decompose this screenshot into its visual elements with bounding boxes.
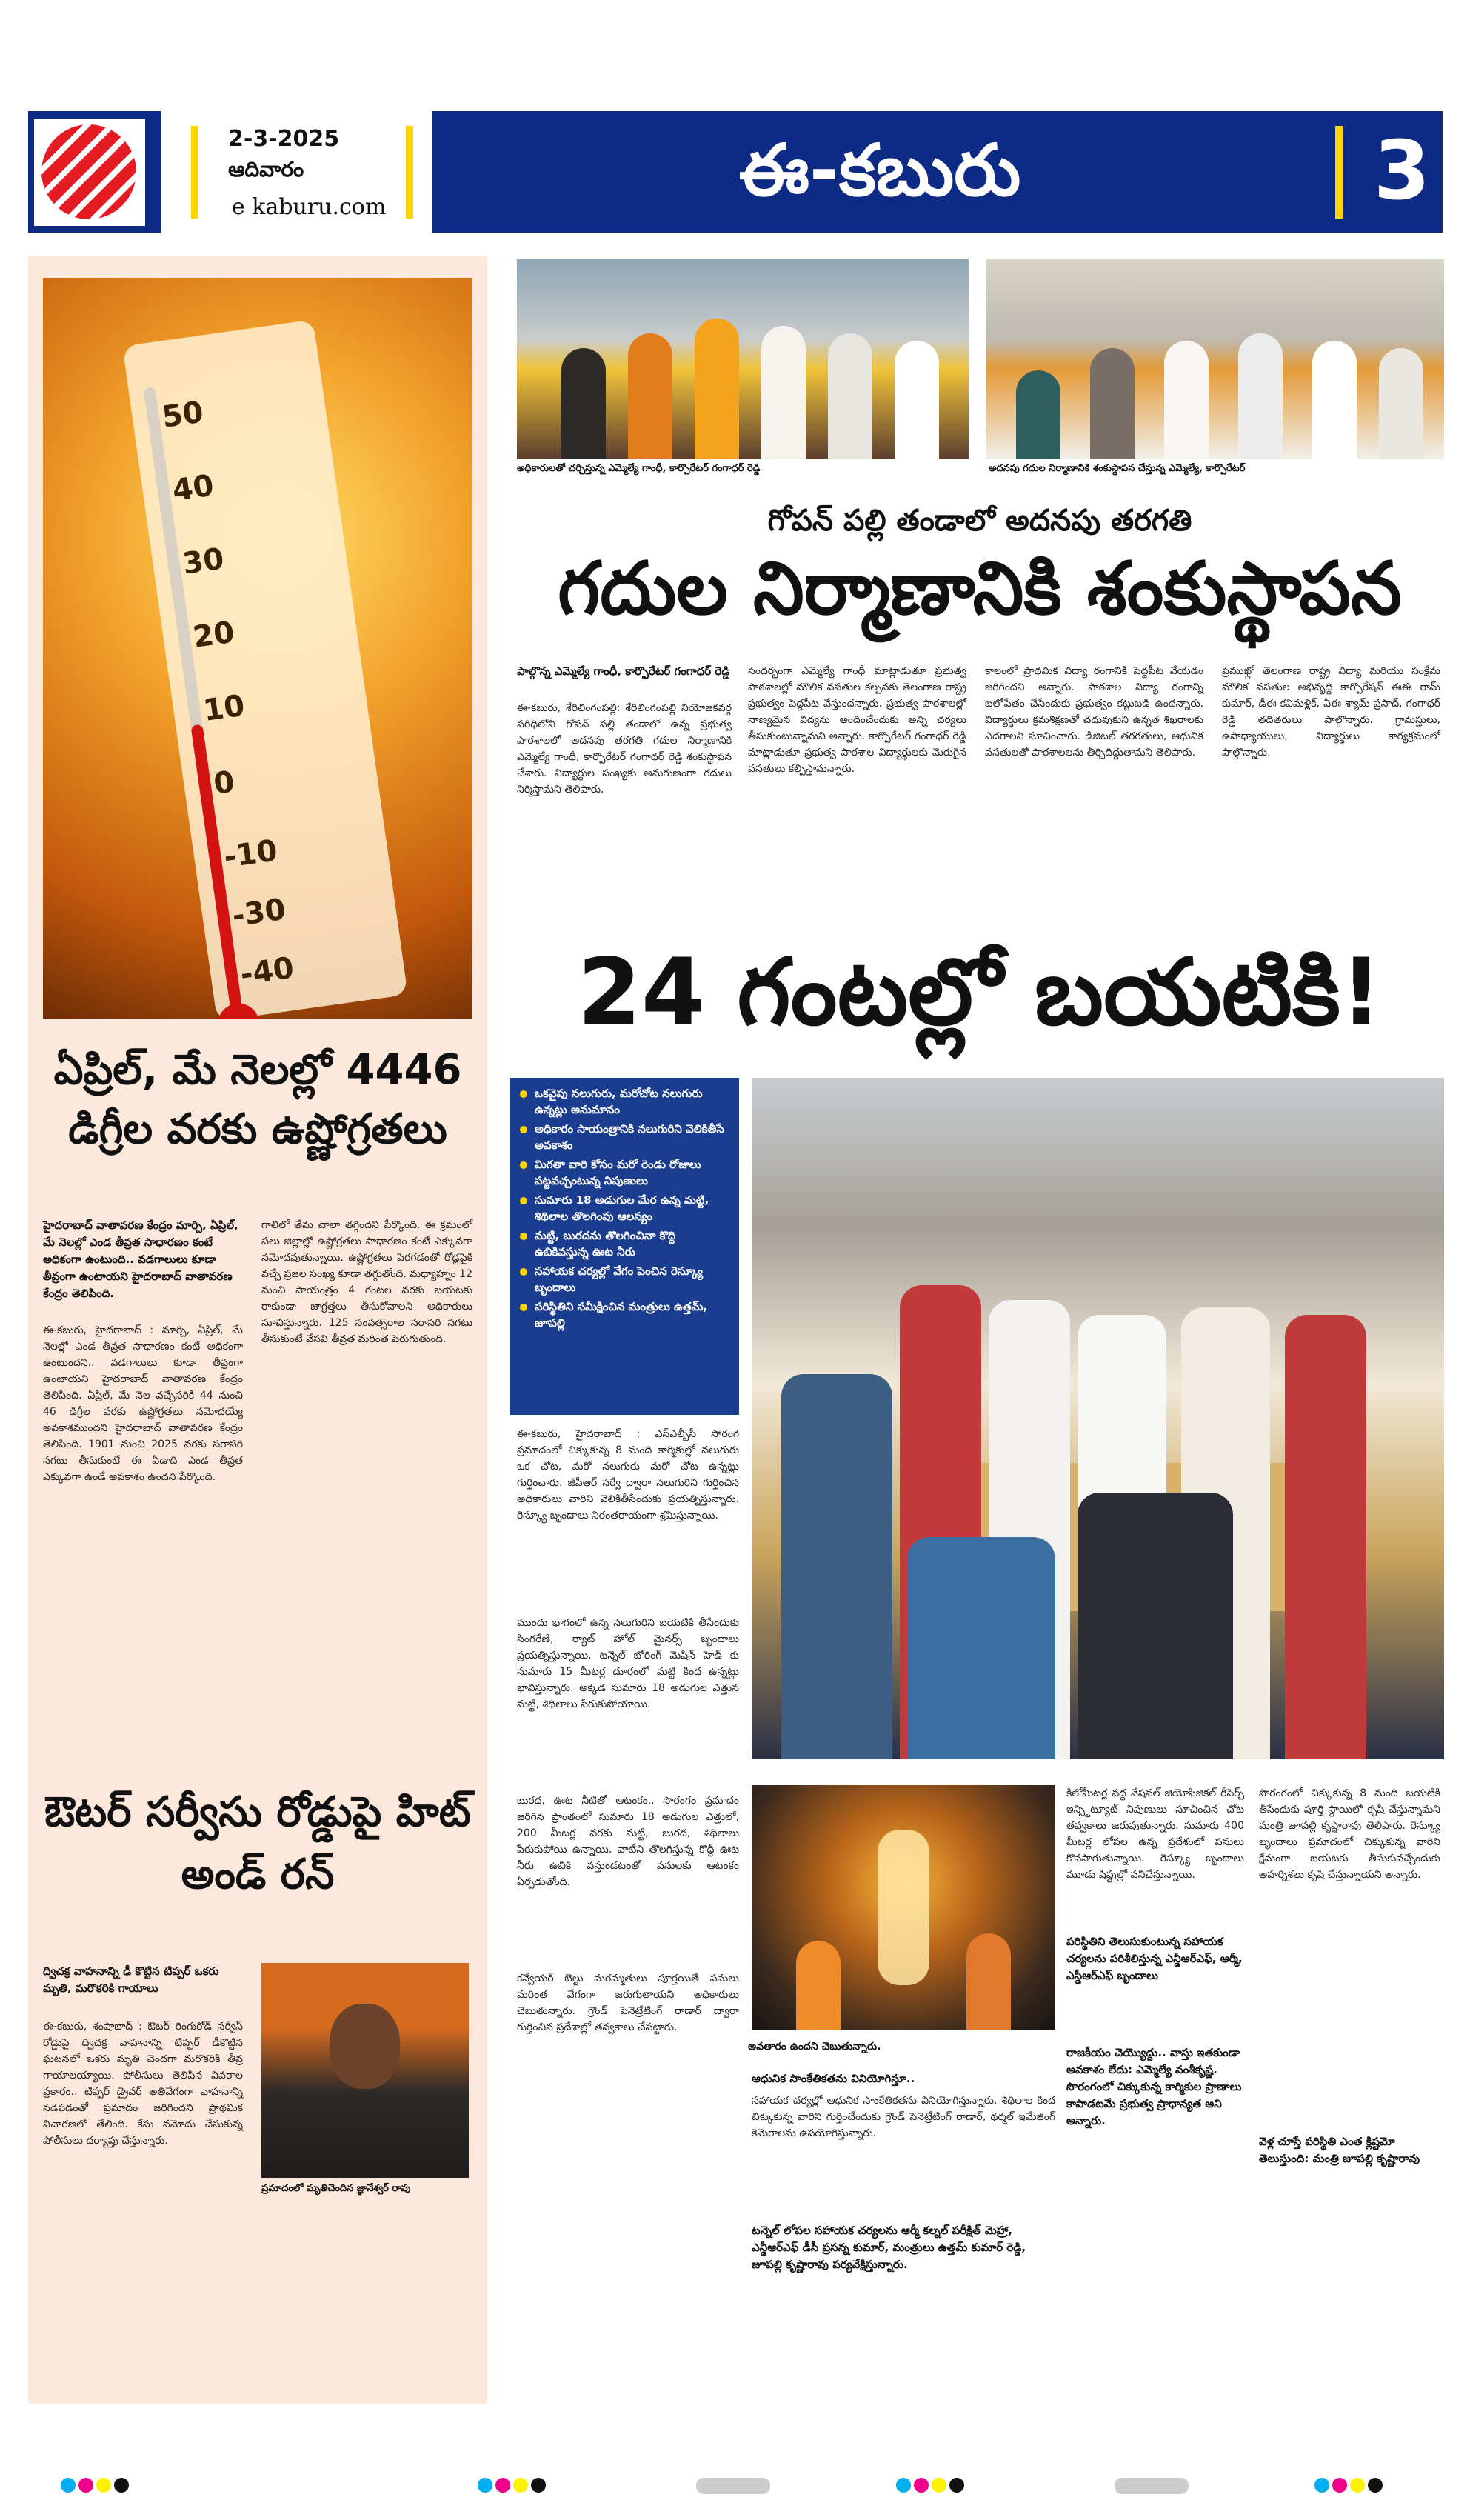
- person: [828, 333, 872, 459]
- left-column: [28, 256, 487, 2404]
- school-col2: సందర్భంగా ఎమ్మెల్యే గాంధీ మాట్లాడుతూ ప్రభుత్వ పాఠశాలల్లో మౌలిక వసతుల కల్పనకు తెలంగాణ రాష్ట్ర ప్రభుత్వం పెద్దపీట వేస్తుందన్నారు. ప్రభుత్వ పాఠశాలల్లో నాణ్యమైన విద్యను అందించేందుకు అన్ని చర్యలు తీసుకుంటున్నామని అన్నారు. కార్పొరేటర్ గంగాధర్ రెడ్డి మాట్లాడుతూ ప్రభుత్వ పాఠశాల విద్యార్థులకు మెరుగైన వసతులు కల్పిస్తామన్నారు.: [748, 665, 966, 775]
- school-col4: ప్రముఖ్లో తెలంగాణ రాష్ట్ర విద్యా మరియు సంక్షేమ మౌలిక వసతుల అభివృద్ధి కార్పొరేషన్ ఈఈ రామ్ కుమార్, డీఈ కవిమళ్లిక్, ఏఈ శ్యామ్ ప్రసాద్, గంగాధర్ రెడ్డి తదితరులు పాల్గొన్నారు. గ్రామస్తులు, ఉపాధ్యాయులు, విద్యార్థులు కార్యక్రమంలో పాల్గొన్నారు.: [1222, 665, 1440, 759]
- registration-mark: [531, 2478, 546, 2493]
- issue-date: 2-3-2025: [228, 126, 340, 152]
- person: [628, 333, 672, 459]
- tunnel-subhead: వెళ్ల చూస్తే పరిస్థితి ఎంత క్లిష్టమో తెలుస్తుంది: మంత్రి జూపల్లి కృష్ణారావు: [1259, 2135, 1420, 2165]
- tunnel-subhead: ఆధునిక సాంకేతికతను వినియోగిస్తూ..: [752, 2072, 915, 2085]
- tunnel-highlights: [510, 1078, 739, 1415]
- tunnel-body-a: ముందు భాగంలో ఉన్న నలుగురిని బయటికి తీసేందుకు సింగరేణి, ర్యాట్ హోల్ మైనర్స్ బృందాలు ప్రయత్నిస్తున్నాయి. టన్నెల్ బోరింగ్ మెషిన్ హెడ్ కు సుమారు 15 మీటర్ల దూరంలో మట్టి కింద ఉన్నట్లు భావిస్తున్నారు. అక్కడ సుమారు 18 అడుగుల ఎత్తున మట్టి, శిథిలాలు పేరుకుపోయాయి.: [517, 1617, 739, 1710]
- person: [1164, 341, 1209, 459]
- victim-photo: [261, 1963, 469, 2178]
- masthead: [28, 111, 1443, 233]
- school-photo-left: [517, 259, 969, 459]
- tunnel-subhead: రాజకీయం చెయ్యొద్దు.. వాస్తు ఇతకుండా అవకాశం లేదు: ఎమ్మెల్యే వంశీకృష్ణ. సొరంగంలో చిక్కుకున్న కార్మికుల ప్రాణాలు కాపాడటమే ప్రభుత్వ ప్రాధాన్యత అని అన్నారు.: [1066, 2046, 1242, 2127]
- issue-day: ఆదివారం: [228, 157, 304, 181]
- page-number: 3: [1373, 123, 1431, 218]
- person: [895, 341, 939, 459]
- tunnel-col-right2: సొరంగంలో చిక్కుకున్న 8 మంది బయటికి తీసేందుకు పూర్తి స్థాయిలో కృషి చేస్తున్నామని మంత్రి జూపల్లి కృష్ణారావు తెలిపారు. రెస్క్యూ బృందాలు ప్రమాదంలో చిక్కుకున్న వారిని క్షేమంగా బయటకు తీసుకువచ్చేందుకు అహర్నిశలు కృషి చేస్తున్నాయని అన్నారు.: [1259, 1787, 1440, 1881]
- scale-tick: 20: [190, 615, 237, 655]
- registration-mark: [96, 2478, 111, 2493]
- school-photo-right: [986, 259, 1444, 459]
- tunnel-photo-caption: అవతారం ఉందని చెబుతున్నారు.: [748, 2041, 881, 2053]
- hit-headline: ఔటర్ సర్వీసు రోడ్డుపై హిట్ అండ్ రన్: [44, 1788, 471, 1899]
- registration-mark: [78, 2478, 93, 2493]
- highlight-item: మిగతా వారి కోసం మరో రెండు రోజులు పట్టవచ్చంటున్న నిపుణులు: [520, 1156, 729, 1189]
- registration-bar: [1115, 2478, 1189, 2494]
- divider: [191, 126, 198, 219]
- highlight-item: సహాయక చర్యల్లో వేగం పెంచిన రెస్క్యూ బృందాలు: [520, 1263, 729, 1296]
- hit-deck: ద్విచక్ర వాహనాన్ని ఢీ కొట్టిన టిప్పర్ ఒకరు మృతి, మరొకరికి గాయాలు: [43, 1964, 219, 1995]
- highlight-item: పరిస్థితిని సమీక్షించిన మంత్రులు ఉత్తమ్, జూపల్లి: [520, 1299, 729, 1331]
- scale-tick: -10: [221, 833, 280, 875]
- thermometer-icon: [122, 319, 408, 1019]
- person: [1238, 333, 1283, 459]
- tunnel-subhead: పరిస్థితిని తెలుసుకుంటున్న సహాయక చర్యలను పరిశీలిస్తున్న ఎన్డీఆర్ఎఫ్, ఆర్మీ, ఎస్డీఆర్ఎఫ్ బృందాలు: [1066, 1935, 1243, 1982]
- tunnel-headline: 24 గంటల్లో బయటికి!: [577, 939, 1383, 1046]
- newspaper-name: ఈ-కబురు: [738, 129, 1021, 212]
- registration-mark: [949, 2478, 964, 2493]
- scale-tick: -40: [238, 950, 296, 993]
- person: [781, 1374, 892, 1759]
- person: [1312, 341, 1357, 459]
- registration-mark: [1314, 2478, 1329, 2493]
- school-col1: ఈ-కబురు, శేరిలింగంపల్లి: శేరిలింగంపల్లి నియోజకవర్గ పరిధిలోని గోపన్ పల్లి తండాలో ఉన్న ప్రభుత్వ పాఠశాలలో అదనపు తరగతి గదుల నిర్మాణానికి ఎమ్మెల్యే గాంధీ, కార్పొరేటర్ గంగాధర్ రెడ్డి శంకుస్థాపన చేశారు. విద్యార్థుల సంఖ్యకు అనుగుణంగా గదులు నిర్మిస్తామని తెలిపారు.: [517, 702, 732, 796]
- heat-deck: హైదరాబాద్ వాతావరణ కేంద్రం మార్చి, ఏప్రిల్, మే నెలల్లో ఎండ తీవ్రత సాధారణం కంటే అధికంగా ఉంటుంది.. వడగాలులు కూడా తీవ్రంగా ఉంటాయని హైదరాబాద్ వాతావరణ కేంద్రం తెలిపింది.: [43, 1219, 238, 1300]
- school-headline: గదుల నిర్మాణానికి శంకుస్థాపన: [558, 547, 1402, 631]
- scale-tick: 30: [180, 541, 227, 581]
- logo-mark: [41, 124, 136, 219]
- tunnel-body-d: సహాయక చర్యల్లో ఆధునిక సాంకేతికతను వినియోగిస్తున్నారు. శిథిలాల కింద చిక్కుకున్న వారిని గుర్తించేందుకు గ్రౌండ్ పెనెట్రేటింగ్ రాడార్, థర్మల్ ఇమేజింగ్ కెమెరాలను ఉపయోగిస్తున్నారు.: [752, 2095, 1055, 2139]
- highlight-item: మట్టి, బురదను తొలగించినా కొద్ది ఉబికివస్తున్న ఊట నీరు: [520, 1227, 729, 1260]
- registration-mark: [61, 2478, 76, 2493]
- thermometer-bulb: [216, 1001, 262, 1019]
- website: e kaburu.com: [232, 194, 387, 220]
- tunnel-rescue-photo: [752, 1785, 1055, 2030]
- scale-tick: 50: [159, 395, 206, 435]
- highlight-item: అధికారం సాయంత్రానికి నలుగురిని వెలికితీసే అవకాశం: [520, 1121, 729, 1153]
- registration-mark: [914, 2478, 929, 2493]
- scale-tick: 0: [211, 764, 237, 801]
- tunnel-body-c: కన్వేయర్ బెల్టు మరమ్మతులు పూర్తయితే పనులు మరింత వేగంగా జరుగుతాయని అధికారులు చెబుతున్నారు. గ్రౌండ్ పెనెట్రేటింగ్ రాడార్ ద్వారా గుర్తించిన ప్రదేశాల్లో తవ్వకాలు చేపట్టారు.: [517, 1973, 739, 2033]
- person: [695, 319, 739, 459]
- divider: [406, 126, 413, 219]
- face: [330, 2004, 400, 2089]
- registration-mark: [495, 2478, 510, 2493]
- registration-mark: [1368, 2478, 1383, 2493]
- person: [1285, 1315, 1366, 1759]
- rescue-worker: [966, 1933, 1011, 2030]
- registration-mark: [114, 2478, 129, 2493]
- tunnel-intro: ఈ-కబురు, హైదరాబాద్ : ఎస్ఎల్బీసీ సొరంగ ప్రమాదంలో చిక్కుకున్న 8 మంది కార్మికుల్లో నలుగురు ఒక చోట, మరో నలుగురు మరో చోట ఉన్నట్లు గుర్తించారు. జీపీఆర్ సర్వే ద్వారా నలుగురిని గుర్తించిన అధికారులు వారిని వెలికితీసేందుకు ప్రయత్నిస్తున్నారు. రెస్క్యూ బృందాలు నిరంతరాయంగా శ్రమిస్తున్నాయి.: [517, 1428, 739, 1521]
- school-caption-right: అదనపు గదుల నిర్మాణానికి శంకుస్థాపన చేస్తున్న ఎమ్మెల్యే, కార్పొరేటర్: [989, 463, 1246, 474]
- tunnel-light: [878, 1830, 929, 1985]
- heat-body-col2: గాలిలో తేమ చాలా తగ్గిందని పేర్కొంది. ఈ క్రమంలో పలు జిల్లాల్లో ఉష్ణోగ్రతలు సాధారణం కంటే ఎక్కువగా నమోదవుతున్నాయి. ఉష్ణోగ్రతలు పెరగడంతో రోడ్లపైకి వచ్చే ప్రజల సంఖ్య కూడా తగ్గుతోంది. మధ్యాహ్నం 12 నుంచి సాయంత్రం 4 గంటల వరకు బయటకు రాకుండా జాగ్రత్తలు తీసుకోవాలని అధికారులు సూచిస్తున్నారు. 125 సంవత్సరాల సరాసరి సగటు తీసుకుంటే వేసవి తీవ్రత మరింత పెరుగుతుంది.: [261, 1219, 472, 1345]
- highlight-item: సుమారు 18 అడుగుల మేర ఉన్న మట్టి, శిథిలాల తొలగింపు ఆలస్యం: [520, 1192, 729, 1224]
- hit-body: ఈ-కబురు, శంషాబాద్ : ఔటర్ రింగురోడ్ సర్వీస్ రోడ్డుపై ద్విచక్ర వాహనాన్ని టిప్పర్ ఢీకొట్టిన ఘటనలో ఒకరు మృతి చెందగా మరొకరికి తీవ్ర గాయాలయ్యాయి. పోలీసులు తెలిపిన వివరాల ప్రకారం.. టిప్పర్ డ్రైవర్ అతివేగంగా వాహనాన్ని నడపడంతో ప్రమాదం జరిగిందని ప్రాథమిక విచారణలో తేలింది. కేసు నమోదు చేసుకున్న పోలీసులు దర్యాప్తు చేస్తున్నారు.: [43, 2021, 243, 2147]
- heat-body-col1: ఈ-కబురు, హైదరాబాద్ : మార్చి, ఏప్రిల్, మే నెలల్లో ఎండ తీవ్రత సాధారణం కంటే అధికంగా ఉంటుందని.. వడగాలులు కూడా తీవ్రంగా ఉంటాయని హైదరాబాద్ వాతావరణ కేంద్రం తెలిపింది. ఏప్రిల్, మే నెల వచ్చేసరికి 44 నుంచి 46 డిగ్రీల వరకు ఉష్ణోగ్రతలు నమోదయ్యే అవకాశముందని హైదరాబాద్ వాతావరణ కేంద్రం తెలిపింది. 1901 నుంచి 2025 వరకు సరాసరి సగటు తీసుకుంటే ఈ ఏడాది ఎండ తీవ్రత ఎక్కువగా ఉండే అవకాశం ఉందని పేర్కొంది.: [43, 1324, 243, 1483]
- tunnel-body-b: బురద, ఊట నీటితో ఆటంకం.. సొరంగం ప్రమాదం జరిగిన ప్రాంతంలో సుమారు 18 అడుగుల ఎత్తులో, 200 మీటర్ల వరకు మట్టి, బురద, శిథిలాలు పేరుకుపోయి ఉన్నాయి. వాటిని తొలగిస్తున్న కొద్దీ ఊట నీరు ఉబికి వస్తుండటంతో పనులకు ఆటంకం ఏర్పడుతోంది.: [517, 1795, 739, 1888]
- person: [1078, 1493, 1233, 1759]
- rescue-worker: [796, 1941, 841, 2030]
- registration-mark: [1332, 2478, 1347, 2493]
- registration-mark: [1350, 2478, 1365, 2493]
- heat-photo: [43, 278, 472, 1019]
- school-byline: పాల్గొన్న ఎమ్మెల్యే గాంధీ, కార్పొరేటర్ గంగాధర్ రెడ్డి: [517, 664, 730, 678]
- person: [1379, 348, 1423, 459]
- person: [561, 348, 606, 459]
- scale-tick: 10: [201, 688, 247, 728]
- registration-mark: [932, 2478, 946, 2493]
- person: [907, 1537, 1055, 1759]
- highlight-item: ఒకవైపు నలుగురు, మరోచోట నలుగురు ఉన్నట్లు అనుమానం: [520, 1085, 729, 1118]
- victim-caption: ప్రమాదంలో మృతిచెందిన జ్ఞానేశ్వర్ రావు: [261, 2183, 411, 2194]
- divider: [1335, 126, 1343, 219]
- heat-headline: ఏప్రిల్, మే నెలల్లో 4446 డిగ్రీల వరకు ఉష్ణోగ్రతలు: [53, 1046, 462, 1153]
- person: [1016, 370, 1060, 459]
- tunnel-col-right: కిలోమీటర్ల వద్ద నేషనల్ జియోఫిజికల్ రీసెర్చ్ ఇన్స్టిట్యూట్ నిపుణులు సూచించిన చోట తవ్వకాలు జరుపుతున్నారు. సుమారు 400 మీటర్ల లోపల ఉన్న ప్రదేశంలో పనులు కొనసాగుతున్నాయి. రెస్క్యూ బృందాలు మూడు షిఫ్టుల్లో పనిచేస్తున్నాయి.: [1066, 1787, 1244, 1881]
- registration-mark: [478, 2478, 492, 2493]
- logo: [34, 119, 145, 226]
- school-caption-left: అధికారులతో చర్చిస్తున్న ఎమ్మెల్యే గాంధీ, కార్పొరేటర్ గంగాధర్ రెడ్డి: [517, 463, 761, 474]
- tunnel-subhead: టన్నెల్ లోపల సహాయక చర్యలను ఆర్మీ కల్నల్ పరీక్షిత్ మెహ్రా, ఎన్డీఆర్ఎఫ్ డీసీ ప్రసన్న కుమార్, మంత్రులు ఉత్తమ్ కుమార్ రెడ్డి, జూపల్లి కృష్ణారావు పర్యవేక్షిస్తున్నారు.: [752, 2224, 1026, 2271]
- person: [761, 326, 806, 459]
- person: [1090, 348, 1135, 459]
- registration-mark: [513, 2478, 528, 2493]
- scale-tick: -30: [230, 892, 288, 934]
- scale-tick: 40: [170, 468, 216, 508]
- school-kicker: గోపన్ పల్లి తండాలో అదనపు తరగతి: [767, 504, 1192, 538]
- date-box: [161, 111, 432, 233]
- school-col3: కాలంలో ప్రాథమిక విద్యా రంగానికి పెద్దపీట వేయడం జరిగిందని అన్నారు. పాఠశాల విద్యా రంగాన్ని బలోపేతం చేసేందుకు ప్రభుత్వం కట్టుబడి ఉందన్నారు. విద్యార్థులు క్రమశిక్షణతో చదువుకుని ఉన్నత శిఖరాలకు ఎదగాలని సూచించారు. డిజిటల్ తరగతులు, ఆధునిక వసతులతో పాఠశాలలను తీర్చిదిద్దుతామని తెలిపారు.: [985, 665, 1203, 759]
- registration-mark: [896, 2478, 911, 2493]
- review-meeting-photo: [752, 1078, 1444, 1759]
- registration-bar: [696, 2478, 770, 2494]
